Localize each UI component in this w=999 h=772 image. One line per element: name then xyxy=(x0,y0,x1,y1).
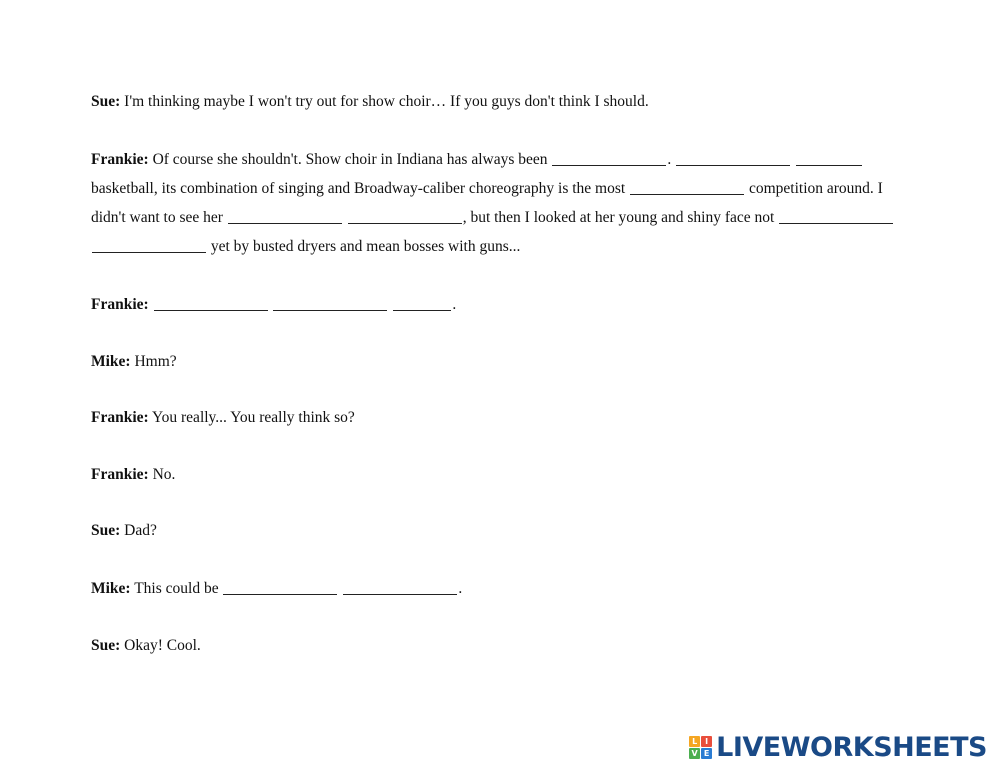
dialogue-line xyxy=(91,145,911,262)
dialogue-text: Okay! Cool. xyxy=(124,636,201,654)
logo-mark-tile: E xyxy=(701,748,712,759)
speaker-name: Frankie: xyxy=(91,409,149,427)
speaker-name: Frankie: xyxy=(91,150,149,168)
dialogue-line xyxy=(91,88,911,116)
speaker-name: Mike: xyxy=(91,352,131,370)
fill-in-blank[interactable] xyxy=(552,147,666,166)
dialogue-text: . xyxy=(458,580,463,598)
speaker-name: Frankie: xyxy=(91,296,149,314)
dialogue-text: , but then I looked at her young and shiny face not xyxy=(462,209,779,227)
dialogue-text xyxy=(388,296,392,313)
dialogue-line xyxy=(91,574,911,603)
speaker-name: Frankie: xyxy=(91,465,149,483)
fill-in-blank[interactable] xyxy=(393,292,451,311)
speaker-name: Sue: xyxy=(91,522,121,540)
dialogue-text: basketball, its combination of singing and Broadway-caliber choreography is the most xyxy=(91,179,630,197)
logo-mark-tile: L xyxy=(689,736,700,747)
dialogue-line xyxy=(91,517,911,545)
fill-in-blank[interactable] xyxy=(223,576,337,595)
dialogue-text: This could be xyxy=(134,580,223,598)
logo-mark-tile: V xyxy=(689,748,700,759)
dialogue-text xyxy=(269,296,273,313)
speaker-name: Mike: xyxy=(91,580,131,598)
fill-in-blank[interactable] xyxy=(92,234,206,253)
fill-in-blank[interactable] xyxy=(796,147,862,166)
dialogue-text: You really... You really think so? xyxy=(152,409,355,427)
worksheet-dialogue xyxy=(91,88,911,660)
dialogue-line xyxy=(91,632,911,660)
dialogue-text xyxy=(338,580,342,597)
dialogue-text: . xyxy=(452,296,457,314)
dialogue-text: No. xyxy=(152,465,176,483)
dialogue-text: Hmm? xyxy=(134,352,177,370)
dialogue-line xyxy=(91,404,911,432)
speaker-name: Sue: xyxy=(91,93,121,110)
dialogue-text: . xyxy=(667,150,676,168)
dialogue-text: competition around. I didn't want to see her xyxy=(91,179,883,227)
dialogue-text: I'm thinking maybe I won't try out for show choir… If you guys don't think I should. xyxy=(124,93,649,110)
speaker-name: Sue: xyxy=(91,636,121,654)
dialogue-line xyxy=(91,461,911,489)
fill-in-blank[interactable] xyxy=(228,205,342,224)
fill-in-blank[interactable] xyxy=(779,205,893,224)
liveworksheets-logo-text: LIVEWORKSHEETS xyxy=(716,731,987,763)
dialogue-line xyxy=(91,348,911,376)
dialogue-text: Of course she shouldn't. Show choir in Indiana has always been xyxy=(152,150,552,168)
fill-in-blank[interactable] xyxy=(273,292,387,311)
dialogue-text xyxy=(791,151,795,168)
dialogue-line xyxy=(91,290,911,319)
dialogue-text: yet by busted dryers and mean bosses with guns... xyxy=(207,238,521,256)
liveworksheets-logo-mark xyxy=(689,736,712,759)
logo-mark-tile: I xyxy=(701,736,712,747)
fill-in-blank[interactable] xyxy=(154,292,268,311)
dialogue-text xyxy=(343,209,347,226)
dialogue-text: Dad? xyxy=(124,522,157,540)
fill-in-blank[interactable] xyxy=(630,176,744,195)
liveworksheets-logo xyxy=(689,732,987,762)
fill-in-blank[interactable] xyxy=(343,576,457,595)
fill-in-blank[interactable] xyxy=(676,147,790,166)
fill-in-blank[interactable] xyxy=(348,205,462,224)
